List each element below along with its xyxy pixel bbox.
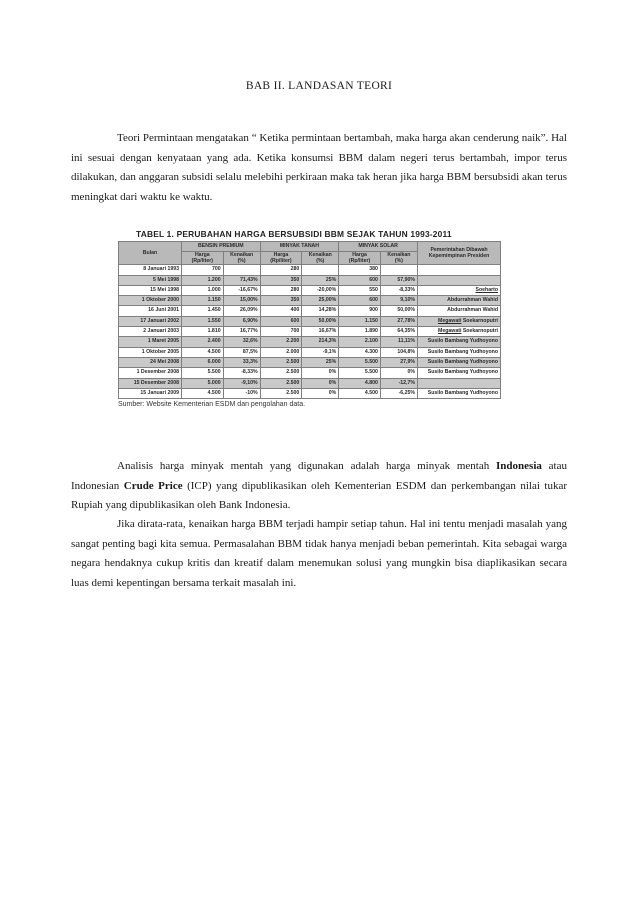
- table-cell-p-harga: 1.810: [182, 327, 224, 337]
- table-cell-p-naik: -10%: [223, 388, 260, 398]
- table-cell-pres: Abdurrahman Wahid: [418, 306, 501, 316]
- table-row: [119, 306, 501, 316]
- table-cell-p-naik: -8,33%: [223, 368, 260, 378]
- table-cell-p-harga: 1.200: [182, 275, 224, 285]
- table-cell-bulan: 1 Desember 2008: [119, 368, 182, 378]
- table-cell-t-harga: 280: [260, 285, 302, 295]
- table-cell-t-harga: 2.000: [260, 347, 302, 357]
- table-row: [119, 337, 501, 347]
- table-cell-s-naik: 104,8%: [380, 347, 417, 357]
- table-cell-s-naik: 57,90%: [380, 275, 417, 285]
- table-cell-pres: Megawati Soekarnoputri: [418, 327, 501, 337]
- table-row: [119, 357, 501, 367]
- table-row: [119, 285, 501, 295]
- paragraph-theory-text: Teori Permintaan mengatakan “ Ketika permintaan bertambah, maka harga akan cenderung naik”. Hal ini sesuai dengan kenyataan yang ada. Ketika konsumsi BBM dalam negeri terus bertambah, impor terus dilakukan, dan anggaran subsidi selalu melebihi perkiraan maka tak heran jika harga BBM bersubsidi akan terus meningkat dari waktu ke waktu.: [71, 132, 567, 203]
- table-cell-t-harga: 2.500: [260, 388, 302, 398]
- table-cell-s-harga: 2.100: [339, 337, 381, 347]
- table-row: [119, 368, 501, 378]
- underlined-name: Megawati: [438, 328, 462, 335]
- table-cell-p-naik: 87,5%: [223, 347, 260, 357]
- table-cell-t-naik: 25%: [302, 357, 339, 367]
- table-cell-s-naik: -8,33%: [380, 285, 417, 295]
- table-cell-s-harga: 1.890: [339, 327, 381, 337]
- table-cell-p-harga: 1.150: [182, 296, 224, 306]
- table-cell-p-naik: 26,09%: [223, 306, 260, 316]
- header-kenaikan: Kenaikan (%): [380, 252, 417, 265]
- table-row: [119, 347, 501, 357]
- table-cell-pres: Susilo Bambang Yudhoyono: [418, 368, 501, 378]
- table-cell-s-harga: 5.500: [339, 357, 381, 367]
- table-cell-s-naik: 27,78%: [380, 316, 417, 326]
- table-cell-t-harga: 2.200: [260, 337, 302, 347]
- fuel-price-table: [118, 241, 501, 399]
- paragraph-conclusion-text: Jika dirata-rata, kenaikan harga BBM terjadi hampir setiap tahun. Hal ini tentu menjadi masalah yang sangat penting bagi kita semua. Permasalahan BBM tidak hanya menjadi beban pemerintah. Kita sebagai warga negara hendaknya cukup kritis dan kreatif dalam menemukan solusi yang mungkin bisa diaplikasikan secara luas demi kepentingan bersama terkait masalah ini.: [71, 518, 567, 589]
- table-cell-pres: Susilo Bambang Yudhoyono: [418, 357, 501, 367]
- header-minyak-solar: MINYAK SOLAR: [339, 242, 418, 252]
- table-cell-bulan: 1 Oktober 2005: [119, 347, 182, 357]
- table-cell-p-naik: [223, 265, 260, 275]
- table-cell-p-harga: 2.400: [182, 337, 224, 347]
- paragraph-analysis-text-1: Analisis harga minyak mentah yang digunakan adalah harga minyak mentah: [117, 460, 497, 472]
- table-cell-t-naik: 25%: [302, 275, 339, 285]
- table-row: [119, 378, 501, 388]
- header-minyak-tanah: MINYAK TANAH: [260, 242, 339, 252]
- table-cell-p-naik: -9,10%: [223, 378, 260, 388]
- table-cell-bulan: 17 Januari 2002: [119, 316, 182, 326]
- table-cell-s-harga: 550: [339, 285, 381, 295]
- table-cell-t-naik: [302, 265, 339, 275]
- table-cell-pres: [418, 265, 501, 275]
- table-source: Sumber: Website Kementerian ESDM dan pengolahan data.: [118, 401, 306, 409]
- paragraph-analysis: [71, 457, 567, 516]
- table-cell-pres: Abdurrahman Wahid: [418, 296, 501, 306]
- table-cell-bulan: 1 Oktober 2000: [119, 296, 182, 306]
- table-cell-pres: Soeharto: [418, 285, 501, 295]
- table-cell-bulan: 16 Juni 2001: [119, 306, 182, 316]
- table-row: [119, 388, 501, 398]
- table-cell-t-naik: 14,28%: [302, 306, 339, 316]
- table-row: [119, 316, 501, 326]
- header-kenaikan: Kenaikan (%): [223, 252, 260, 265]
- table-cell-pres: Susilo Bambang Yudhoyono: [418, 347, 501, 357]
- table-cell-p-harga: 6.000: [182, 357, 224, 367]
- table-cell-s-harga: 1.150: [339, 316, 381, 326]
- table-cell-s-harga: 4.500: [339, 388, 381, 398]
- table-cell-bulan: 5 Mei 1998: [119, 275, 182, 285]
- table-cell-t-harga: 2.500: [260, 368, 302, 378]
- table-cell-p-harga: 1.000: [182, 285, 224, 295]
- table-cell-t-naik: 0%: [302, 388, 339, 398]
- table-cell-p-naik: 33,3%: [223, 357, 260, 367]
- table-cell-s-harga: 4.300: [339, 347, 381, 357]
- table-cell-p-harga: 1.550: [182, 316, 224, 326]
- table-cell-pres: Megawati Soekarnoputri: [418, 316, 501, 326]
- header-kenaikan: Kenaikan (%): [302, 252, 339, 265]
- table-cell-p-harga: 4.500: [182, 388, 224, 398]
- table-cell-s-harga: 5.500: [339, 368, 381, 378]
- table-cell-p-harga: 5.000: [182, 378, 224, 388]
- table-cell-pres: Susilo Bambang Yudhoyono: [418, 388, 501, 398]
- table-cell-s-naik: 27,9%: [380, 357, 417, 367]
- header-harga: Harga (Rp/liter): [260, 252, 302, 265]
- table-cell-s-naik: [380, 265, 417, 275]
- table-cell-t-naik: -20,00%: [302, 285, 339, 295]
- paragraph-conclusion: [71, 515, 567, 593]
- table-cell-t-harga: 600: [260, 316, 302, 326]
- table-cell-p-naik: 71,43%: [223, 275, 260, 285]
- table-cell-t-naik: 0%: [302, 378, 339, 388]
- table-cell-p-naik: 6,90%: [223, 316, 260, 326]
- bold-indonesia: Indonesia: [496, 460, 542, 472]
- table-cell-s-naik: 11,11%: [380, 337, 417, 347]
- table-cell-t-harga: 2.500: [260, 378, 302, 388]
- table-cell-p-naik: 15,00%: [223, 296, 260, 306]
- table-cell-t-naik: -9,1%: [302, 347, 339, 357]
- table-cell-s-harga: 4.800: [339, 378, 381, 388]
- chapter-title: BAB II. LANDASAN TEORI: [245, 80, 393, 92]
- table-cell-bulan: 1 Maret 2005: [119, 337, 182, 347]
- table-cell-p-harga: 1.450: [182, 306, 224, 316]
- table-cell-s-harga: 380: [339, 265, 381, 275]
- header-premium: BENSIN PREMIUM: [182, 242, 261, 252]
- table-cell-t-naik: 0%: [302, 368, 339, 378]
- table-title: TABEL 1. PERUBAHAN HARGA BERSUBSIDI BBM SEJAK TAHUN 1993-2011: [136, 229, 452, 239]
- table-cell-p-harga: 700: [182, 265, 224, 275]
- table-cell-s-naik: 50,00%: [380, 306, 417, 316]
- header-pemerintahan: Pemerintahan Dibawah Kepemimpinan Presiden: [418, 242, 501, 265]
- table-cell-bulan: 15 Januari 2009: [119, 388, 182, 398]
- table-cell-s-harga: 600: [339, 275, 381, 285]
- table-cell-p-naik: 16,77%: [223, 327, 260, 337]
- table-row: [119, 265, 501, 275]
- table-cell-t-harga: 280: [260, 265, 302, 275]
- table-row: [119, 296, 501, 306]
- paragraph-analysis-text-2: atau Indonesian: [71, 460, 567, 492]
- table-cell-bulan: 8 Januari 1993: [119, 265, 182, 275]
- header-harga: Harga (Rp/liter): [182, 252, 224, 265]
- bold-crude-price: Crude Price: [123, 479, 183, 492]
- table-cell-t-harga: 350: [260, 275, 302, 285]
- table-row: [119, 275, 501, 285]
- table-row: [119, 327, 501, 337]
- table-cell-pres: Susilo Bambang Yudhoyono: [418, 337, 501, 347]
- table-cell-s-naik: 64,35%: [380, 327, 417, 337]
- table-cell-pres: [418, 275, 501, 285]
- table-cell-s-harga: 900: [339, 306, 381, 316]
- header-harga: Harga (Rp/liter): [339, 252, 381, 265]
- table-cell-bulan: 15 Desember 2008: [119, 378, 182, 388]
- table-cell-pres: [418, 378, 501, 388]
- table-cell-t-naik: 50,00%: [302, 316, 339, 326]
- table-cell-p-harga: 4.500: [182, 347, 224, 357]
- table-cell-bulan: 15 Mei 1998: [119, 285, 182, 295]
- table-cell-s-naik: -12,7%: [380, 378, 417, 388]
- table-cell-t-harga: 700: [260, 327, 302, 337]
- table-cell-t-naik: 214,3%: [302, 337, 339, 347]
- table-cell-s-naik: -6,25%: [380, 388, 417, 398]
- table-cell-t-harga: 350: [260, 296, 302, 306]
- table-cell-bulan: 2 Januari 2003: [119, 327, 182, 337]
- table-cell-t-naik: 16,67%: [302, 327, 339, 337]
- underlined-name: Megawati: [438, 317, 462, 324]
- table-cell-s-harga: 600: [339, 296, 381, 306]
- paragraph-theory: [71, 129, 567, 207]
- header-bulan: Bulan: [119, 242, 182, 265]
- table-cell-t-harga: 2.500: [260, 357, 302, 367]
- table-cell-t-naik: 25,00%: [302, 296, 339, 306]
- table-cell-p-naik: -16,67%: [223, 285, 260, 295]
- table-cell-s-naik: 9,10%: [380, 296, 417, 306]
- table-cell-t-harga: 400: [260, 306, 302, 316]
- table-cell-bulan: 24 Mei 2008: [119, 357, 182, 367]
- table-cell-s-naik: 0%: [380, 368, 417, 378]
- paragraph-analysis-text-3: (ICP) yang dipublikasikan oleh Kementerian ESDM dan perkembangan nilai tukar Rupiah yang dipublikasikan oleh Bank Indonesia.: [71, 479, 568, 511]
- table-cell-p-harga: 5.500: [182, 368, 224, 378]
- table-cell-p-naik: 32,6%: [223, 337, 260, 347]
- table-figure: [118, 228, 514, 410]
